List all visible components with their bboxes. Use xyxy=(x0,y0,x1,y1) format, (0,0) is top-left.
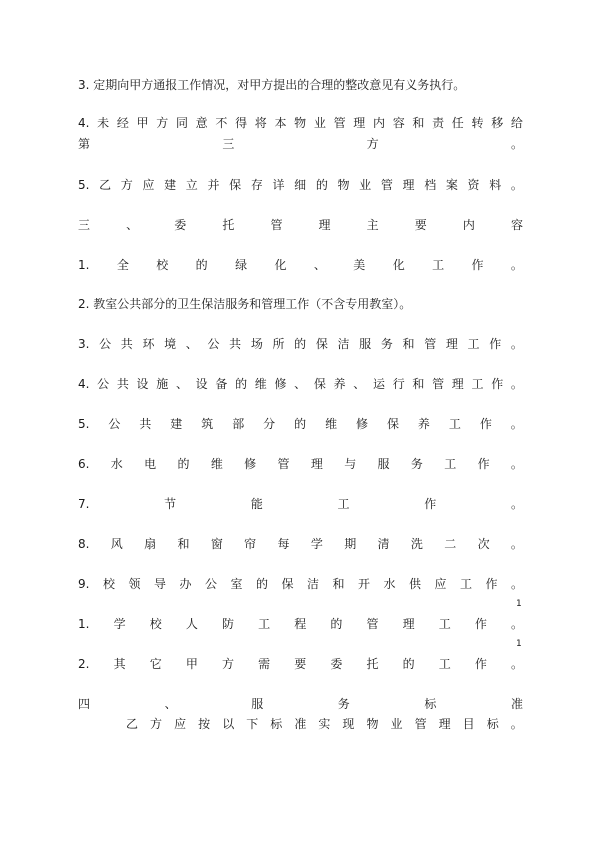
text-glyph: 责 xyxy=(432,116,445,130)
text-glyph: 。 xyxy=(510,617,523,631)
text-glyph: 方 xyxy=(120,178,133,192)
superscript-mark-1: 1 xyxy=(516,599,522,609)
text-glyph: 维 xyxy=(325,417,338,431)
text-glyph: 施 xyxy=(156,377,169,391)
list-item-8 xyxy=(78,536,523,552)
text-glyph: 三 xyxy=(222,137,235,151)
text-glyph: 场 xyxy=(250,337,263,351)
text-glyph: 务 xyxy=(337,697,350,711)
text-glyph: 设 xyxy=(136,377,149,391)
text-glyph: 存 xyxy=(250,178,263,192)
text-glyph: 目 xyxy=(462,717,475,731)
text-glyph: 管 xyxy=(424,337,437,351)
text-glyph: 修 xyxy=(356,417,369,431)
text-glyph: 立 xyxy=(185,178,198,192)
text-glyph: 。 xyxy=(510,377,523,391)
text-glyph: 和 xyxy=(177,537,190,551)
text-glyph: 洁 xyxy=(337,337,350,351)
text-glyph: 4. xyxy=(78,377,90,391)
text-glyph: 洁 xyxy=(306,577,319,591)
list-item-7 xyxy=(78,496,523,512)
text-glyph: 作 xyxy=(424,497,437,511)
text-glyph: 准 xyxy=(294,717,307,731)
text-glyph: 4. xyxy=(78,116,90,130)
text-glyph: 管 xyxy=(333,116,346,130)
text-glyph: 能 xyxy=(250,497,263,511)
text-glyph: 物 xyxy=(294,116,307,130)
text-glyph: 人 xyxy=(185,617,198,631)
text-glyph: 方 xyxy=(156,116,169,130)
text-glyph: 帘 xyxy=(244,537,257,551)
list-item-10 xyxy=(78,616,523,632)
text-glyph: 标 xyxy=(424,697,437,711)
text-glyph: 5. xyxy=(78,417,90,431)
text-glyph: 甲 xyxy=(136,116,149,130)
text-glyph: 公 xyxy=(99,337,112,351)
text-glyph: 转 xyxy=(471,116,484,130)
paragraph-line-4 xyxy=(78,177,523,193)
text-glyph: 养 xyxy=(417,417,430,431)
list-item-2: 2. 教室公共部分的卫生保洁服务和管理工作（不含专用教室）。 xyxy=(78,297,412,311)
text-glyph: 的 xyxy=(315,178,328,192)
text-glyph: 管 xyxy=(432,377,445,391)
text-glyph: 管 xyxy=(270,218,283,232)
text-glyph: 服 xyxy=(359,337,372,351)
text-glyph: 风 xyxy=(110,537,123,551)
text-glyph: 作 xyxy=(479,417,492,431)
paragraph-line-2 xyxy=(78,115,523,131)
text-glyph: 理 xyxy=(318,218,331,232)
text-glyph: 电 xyxy=(144,457,157,471)
text-glyph: 备 xyxy=(215,377,228,391)
text-glyph: 室 xyxy=(230,577,243,591)
text-glyph: 共 xyxy=(116,377,129,391)
text-glyph: 。 xyxy=(510,337,523,351)
text-glyph: 理 xyxy=(445,337,458,351)
text-glyph: 应 xyxy=(142,178,155,192)
list-item-3 xyxy=(78,336,523,352)
text-glyph: 案 xyxy=(445,178,458,192)
text-glyph: 应 xyxy=(434,577,447,591)
text-glyph: 作 xyxy=(474,657,487,671)
text-glyph: 业 xyxy=(359,178,372,192)
text-glyph: 标 xyxy=(486,717,499,731)
text-glyph: 理 xyxy=(310,457,323,471)
text-glyph: 资 xyxy=(467,178,480,192)
text-glyph: 细 xyxy=(294,178,307,192)
list-item-9 xyxy=(78,576,523,592)
text-glyph: 校 xyxy=(102,577,115,591)
text-glyph: 业 xyxy=(313,116,326,130)
text-glyph: 水 xyxy=(383,577,396,591)
text-glyph: 现 xyxy=(342,717,355,731)
text-glyph: 的 xyxy=(255,577,268,591)
text-glyph: 的 xyxy=(235,377,248,391)
text-glyph: 工 xyxy=(471,377,484,391)
text-glyph: 的 xyxy=(294,417,307,431)
text-glyph: 和 xyxy=(332,577,345,591)
text-glyph: 未 xyxy=(97,116,110,130)
text-glyph: 工 xyxy=(444,457,457,471)
text-glyph: 保 xyxy=(281,577,294,591)
text-glyph: 。 xyxy=(510,717,523,731)
text-glyph: 理 xyxy=(402,617,415,631)
text-glyph: 工 xyxy=(459,577,472,591)
text-glyph: 。 xyxy=(510,178,523,192)
text-glyph: 供 xyxy=(408,577,421,591)
text-glyph: 、 xyxy=(126,218,139,232)
text-glyph: 业 xyxy=(390,717,403,731)
text-glyph: 作 xyxy=(491,377,504,391)
text-glyph: 境 xyxy=(164,337,177,351)
text-glyph: 意 xyxy=(195,116,208,130)
text-glyph: 详 xyxy=(272,178,285,192)
text-glyph: 内 xyxy=(372,116,385,130)
text-glyph: 委 xyxy=(174,218,187,232)
text-glyph: 环 xyxy=(142,337,155,351)
text-glyph: 运 xyxy=(372,377,385,391)
text-glyph: 其 xyxy=(113,657,126,671)
text-glyph: 维 xyxy=(254,377,267,391)
text-glyph: 务 xyxy=(380,337,393,351)
paragraph-line-3 xyxy=(78,136,523,152)
text-glyph: 下 xyxy=(246,717,259,731)
text-glyph: 作 xyxy=(489,337,502,351)
text-glyph: 同 xyxy=(175,116,188,130)
text-glyph: 工 xyxy=(467,337,480,351)
text-glyph: 修 xyxy=(274,377,287,391)
text-glyph: 需 xyxy=(258,657,271,671)
text-glyph: 共 xyxy=(229,337,242,351)
text-glyph: 化 xyxy=(274,258,287,272)
text-glyph: 筑 xyxy=(201,417,214,431)
text-glyph: 工 xyxy=(258,617,271,631)
text-glyph: 方 xyxy=(150,717,163,731)
text-glyph: 校 xyxy=(156,258,169,272)
text-glyph: 理 xyxy=(402,178,415,192)
text-glyph: 要 xyxy=(294,657,307,671)
text-glyph: 公 xyxy=(204,577,217,591)
text-glyph: 部 xyxy=(232,417,245,431)
text-glyph: 三 xyxy=(78,218,91,232)
text-glyph: 7. xyxy=(78,497,90,511)
text-glyph: 、 xyxy=(185,337,198,351)
text-glyph: 给 xyxy=(510,116,523,130)
text-glyph: 。 xyxy=(510,457,523,471)
text-glyph: 物 xyxy=(366,717,379,731)
text-glyph: 养 xyxy=(333,377,346,391)
text-glyph: 和 xyxy=(412,116,425,130)
text-glyph: 。 xyxy=(510,258,523,272)
text-glyph: 设 xyxy=(195,377,208,391)
text-glyph: 保 xyxy=(386,417,399,431)
text-glyph: 的 xyxy=(195,258,208,272)
text-glyph: 服 xyxy=(377,457,390,471)
text-glyph: 8. xyxy=(78,537,90,551)
text-glyph: 公 xyxy=(108,417,121,431)
list-item-1 xyxy=(78,257,523,273)
text-glyph: 建 xyxy=(164,178,177,192)
text-glyph: 领 xyxy=(128,577,141,591)
text-glyph: 清 xyxy=(377,537,390,551)
text-glyph: 保 xyxy=(315,337,328,351)
text-glyph: 乙 xyxy=(99,178,112,192)
section-heading-3 xyxy=(78,217,523,233)
text-glyph: 四 xyxy=(78,697,91,711)
text-glyph: 不 xyxy=(215,116,228,130)
text-glyph: 理 xyxy=(353,116,366,130)
text-glyph: 分 xyxy=(263,417,276,431)
text-glyph: 、 xyxy=(164,697,177,711)
text-glyph: 内 xyxy=(462,218,475,232)
text-glyph: 、 xyxy=(175,377,188,391)
text-glyph: 维 xyxy=(210,457,223,471)
text-glyph: 主 xyxy=(366,218,379,232)
text-glyph: 、 xyxy=(353,377,366,391)
text-glyph: 托 xyxy=(222,218,235,232)
text-glyph: 学 xyxy=(310,537,323,551)
text-glyph: 的 xyxy=(294,337,307,351)
text-glyph: 第 xyxy=(78,137,91,151)
text-glyph: 修 xyxy=(244,457,257,471)
list-item-4 xyxy=(78,376,523,392)
text-glyph: 。 xyxy=(510,137,523,151)
text-glyph: 理 xyxy=(438,717,451,731)
text-glyph: 任 xyxy=(451,116,464,130)
text-glyph: 防 xyxy=(221,617,234,631)
text-glyph: 公 xyxy=(207,337,220,351)
text-glyph: 1. xyxy=(78,258,90,272)
text-glyph: 乙 xyxy=(126,717,139,731)
text-glyph: 将 xyxy=(254,116,267,130)
text-glyph: 行 xyxy=(392,377,405,391)
text-glyph: 工 xyxy=(432,258,445,272)
text-glyph: 作 xyxy=(471,258,484,272)
text-glyph: 共 xyxy=(120,337,133,351)
text-glyph: 2. xyxy=(78,657,90,671)
text-glyph: 5. xyxy=(78,178,90,192)
text-glyph: 工 xyxy=(337,497,350,511)
text-glyph: 容 xyxy=(392,116,405,130)
text-glyph: 实 xyxy=(318,717,331,731)
text-glyph: 的 xyxy=(402,657,415,671)
text-glyph: 节 xyxy=(164,497,177,511)
text-glyph: 档 xyxy=(424,178,437,192)
text-glyph: 窗 xyxy=(210,537,223,551)
text-glyph: 。 xyxy=(510,417,523,431)
text-glyph: 标 xyxy=(270,717,283,731)
text-glyph: 学 xyxy=(113,617,126,631)
superscript-mark-2: 1 xyxy=(516,639,522,649)
text-glyph: 、 xyxy=(313,258,326,272)
text-glyph: 得 xyxy=(235,116,248,130)
text-glyph: 按 xyxy=(198,717,211,731)
text-glyph: 美 xyxy=(353,258,366,272)
text-glyph: 、 xyxy=(294,377,307,391)
text-glyph: 本 xyxy=(274,116,287,130)
text-glyph: 公 xyxy=(97,377,110,391)
text-glyph: 管 xyxy=(277,457,290,471)
text-glyph: 料 xyxy=(489,178,502,192)
text-glyph: 期 xyxy=(344,537,357,551)
list-item-6 xyxy=(78,456,523,472)
text-glyph: 。 xyxy=(510,537,523,551)
text-glyph: 方 xyxy=(221,657,234,671)
text-glyph: 共 xyxy=(139,417,152,431)
text-glyph: 并 xyxy=(207,178,220,192)
text-glyph: 应 xyxy=(174,717,187,731)
text-glyph: 管 xyxy=(380,178,393,192)
text-glyph: 。 xyxy=(510,497,523,511)
text-glyph: 9. xyxy=(78,577,90,591)
text-glyph: 服 xyxy=(251,697,264,711)
text-glyph: 务 xyxy=(410,457,423,471)
text-glyph: 导 xyxy=(153,577,166,591)
text-glyph: 程 xyxy=(294,617,307,631)
text-glyph: 的 xyxy=(177,457,190,471)
text-glyph: 建 xyxy=(170,417,183,431)
paragraph-indented xyxy=(126,716,523,732)
text-glyph: 要 xyxy=(414,218,427,232)
text-glyph: 二 xyxy=(444,537,457,551)
text-glyph: 所 xyxy=(272,337,285,351)
text-glyph: 1. xyxy=(78,617,90,631)
section-heading-4 xyxy=(78,696,523,712)
list-item-11 xyxy=(78,656,523,672)
text-glyph: 和 xyxy=(412,377,425,391)
paragraph-line-1: 3. 定期向甲方通报工作情况，对甲方提出的合理的整改意见有义务执行。 xyxy=(78,78,466,92)
text-glyph: 托 xyxy=(366,657,379,671)
text-glyph: 管 xyxy=(414,717,427,731)
text-glyph: 的 xyxy=(330,617,343,631)
text-glyph: 保 xyxy=(313,377,326,391)
text-glyph: 开 xyxy=(357,577,370,591)
text-glyph: 作 xyxy=(477,457,490,471)
text-glyph: 它 xyxy=(149,657,162,671)
text-glyph: 管 xyxy=(366,617,379,631)
text-glyph: 绿 xyxy=(235,258,248,272)
text-glyph: 办 xyxy=(179,577,192,591)
text-glyph: 经 xyxy=(116,116,129,130)
text-glyph: 每 xyxy=(277,537,290,551)
text-glyph: 理 xyxy=(451,377,464,391)
text-glyph: 保 xyxy=(229,178,242,192)
text-glyph: 准 xyxy=(510,697,523,711)
text-glyph: 扇 xyxy=(144,537,157,551)
text-glyph: 方 xyxy=(366,137,379,151)
text-glyph: 以 xyxy=(222,717,235,731)
text-glyph: 校 xyxy=(149,617,162,631)
text-glyph: 化 xyxy=(392,258,405,272)
text-glyph: 次 xyxy=(477,537,490,551)
text-glyph: 移 xyxy=(491,116,504,130)
text-glyph: 。 xyxy=(510,657,523,671)
text-glyph: 委 xyxy=(330,657,343,671)
text-glyph: 作 xyxy=(474,617,487,631)
text-glyph: 6. xyxy=(78,457,90,471)
text-glyph: 工 xyxy=(438,657,451,671)
text-glyph: 作 xyxy=(485,577,498,591)
text-glyph: 洗 xyxy=(410,537,423,551)
text-glyph: 。 xyxy=(510,577,523,591)
text-glyph: 全 xyxy=(116,258,129,272)
text-glyph: 3. xyxy=(78,337,90,351)
text-glyph: 容 xyxy=(510,218,523,232)
text-glyph: 与 xyxy=(344,457,357,471)
text-glyph: 工 xyxy=(438,617,451,631)
text-glyph: 和 xyxy=(402,337,415,351)
text-glyph: 甲 xyxy=(185,657,198,671)
list-item-5 xyxy=(78,416,523,432)
text-glyph: 水 xyxy=(110,457,123,471)
text-glyph: 物 xyxy=(337,178,350,192)
text-glyph: 工 xyxy=(448,417,461,431)
